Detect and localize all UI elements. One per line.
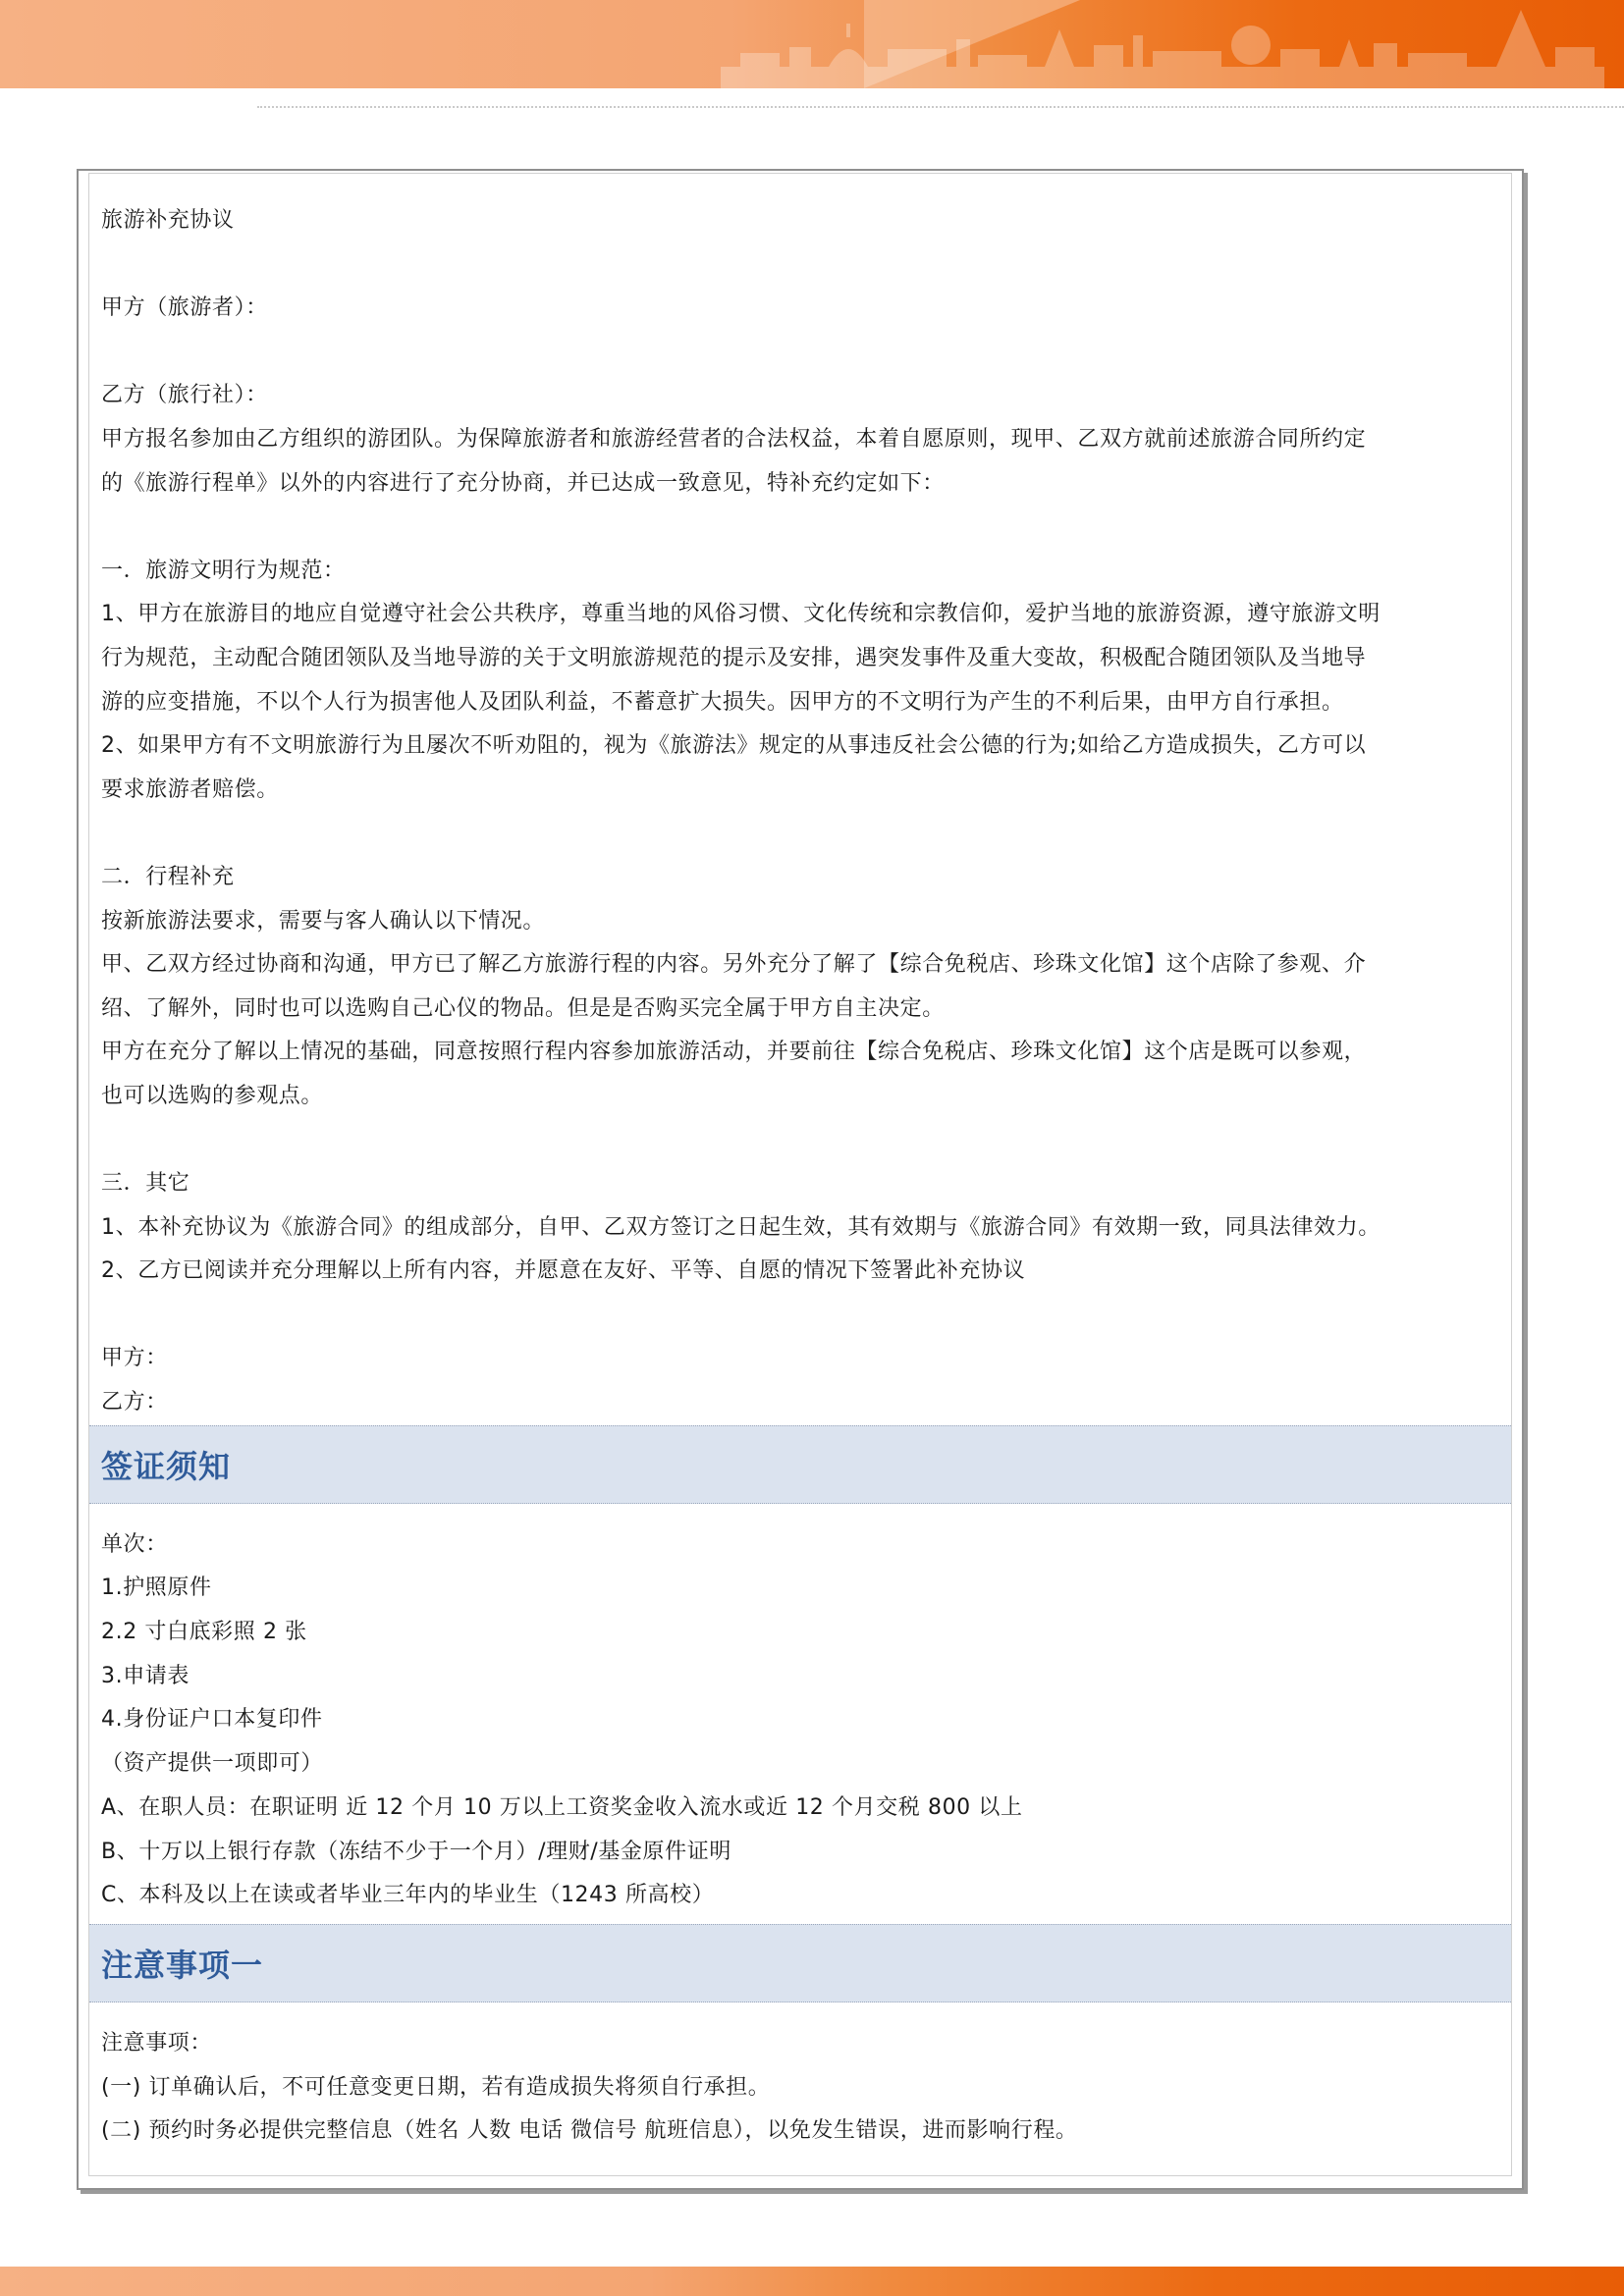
- header-divider: [257, 106, 1624, 108]
- visa-line: C、本科及以上在读或者毕业三年内的毕业生（1243 所高校）: [101, 1883, 715, 1908]
- city-skyline-icon: [721, 10, 1604, 88]
- agreement-title: 旅游补充协议: [101, 208, 235, 233]
- section3-line: 1、本补充协议为《旅游合同》的组成部分，自甲、乙双方签订之日起生效，其有效期与《旅游合同》有效期一致，同具法律效力。: [101, 1214, 1380, 1240]
- intro-line: 的《旅游行程单》以外的内容进行了充分协商，并已达成一致意见，特补充约定如下：: [101, 470, 945, 496]
- notes-line: 注意事项：: [101, 2030, 213, 2056]
- visa-line: 1.护照原件: [101, 1575, 212, 1601]
- section2-line: 绍、了解外，同时也可以选购自己心仪的物品。但是是否购买完全属于甲方自主决定。: [101, 995, 945, 1021]
- visa-line: B、十万以上银行存款（冻结不少于一个月）/理财/基金原件证明: [101, 1839, 731, 1864]
- notes-section-body: [89, 2002, 1511, 2160]
- visa-section-body: [89, 1504, 1511, 1924]
- notes-line: (一) 订单确认后，不可任意变更日期，若有造成损失将须自行承担。: [101, 2074, 771, 2100]
- visa-line: 单次：: [101, 1531, 168, 1557]
- document-inner: [88, 173, 1512, 2176]
- header-banner: [0, 0, 1624, 88]
- visa-line: （资产提供一项即可）: [101, 1751, 324, 1777]
- section2-line: 也可以选购的参观点。: [101, 1083, 324, 1108]
- visa-section-header: [89, 1425, 1511, 1504]
- section1-line: 1、甲方在旅游目的地应自觉遵守社会公共秩序，尊重当地的风俗习惯、文化传统和宗教信仰，爱护当地的旅游资源，遵守旅游文明: [101, 602, 1380, 627]
- notes-section-title: 注意事项一: [101, 1946, 264, 1984]
- section2-line: 按新旅游法要求，需要与客人确认以下情况。: [101, 908, 546, 934]
- section1-line: 行为规范，主动配合随团领队及当地导游的关于文明旅游规范的提示及安排，遇突发事件及重大变故，积极配合随团领队及当地导: [101, 645, 1367, 670]
- footer-banner: [0, 2267, 1624, 2296]
- section3-line: 2、乙方已阅读并充分理解以上所有内容，并愿意在友好、平等、自愿的情况下签署此补充协议: [101, 1258, 1026, 1284]
- party-a-label: 甲方（旅游者）：: [101, 295, 268, 321]
- visa-line: 4.身份证户口本复印件: [101, 1707, 323, 1733]
- notes-line: (二) 预约时务必提供完整信息（姓名 人数 电话 微信号 航班信息），以免发生错误，进而影响行程。: [101, 2118, 1078, 2144]
- section3-title: 三．其它: [101, 1171, 190, 1197]
- notes-section-header: [89, 1924, 1511, 2002]
- visa-line: 3.申请表: [101, 1663, 189, 1688]
- section2-line: 甲、乙双方经过协商和沟通，甲方已了解乙方旅游行程的内容。另外充分了解了【综合免税店、珍珠文化馆】这个店除了参观、介: [101, 952, 1367, 978]
- section1-line: 要求旅游者赔偿。: [101, 776, 279, 802]
- section1-line: 2、如果甲方有不文明旅游行为且屡次不听劝阻的，视为《旅游法》规定的从事违反社会公德的行为;如给乙方造成损失，乙方可以: [101, 733, 1367, 759]
- party-b-label: 乙方（旅行社）：: [101, 383, 268, 408]
- signature-party-a: 甲方：: [101, 1346, 168, 1371]
- signature-party-b: 乙方：: [101, 1390, 168, 1415]
- visa-section-title: 签证须知: [101, 1447, 232, 1485]
- agreement-section: [89, 174, 1511, 1425]
- visa-line: 2.2 寸白底彩照 2 张: [101, 1620, 307, 1645]
- section1-title: 一．旅游文明行为规范：: [101, 558, 346, 583]
- section2-title: 二．行程补充: [101, 864, 235, 889]
- section2-line: 甲方在充分了解以上情况的基础，同意按照行程内容参加旅游活动，并要前往【综合免税店、珍珠文化馆】这个店是既可以参观，: [101, 1040, 1367, 1065]
- section1-line: 游的应变措施，不以个人行为损害他人及团队利益，不蓄意扩大损失。因甲方的不文明行为产生的不利后果，由甲方自行承担。: [101, 689, 1344, 715]
- document-frame: [77, 169, 1524, 2190]
- visa-line: A、在职人员：在职证明 近 12 个月 10 万以上工资奖金收入流水或近 12 个月交税 800 以上: [101, 1794, 1023, 1820]
- intro-line: 甲方报名参加由乙方组织的游团队。为保障旅游者和旅游经营者的合法权益，本着自愿原则，现甲、乙双方就前述旅游合同所约定: [101, 426, 1367, 452]
